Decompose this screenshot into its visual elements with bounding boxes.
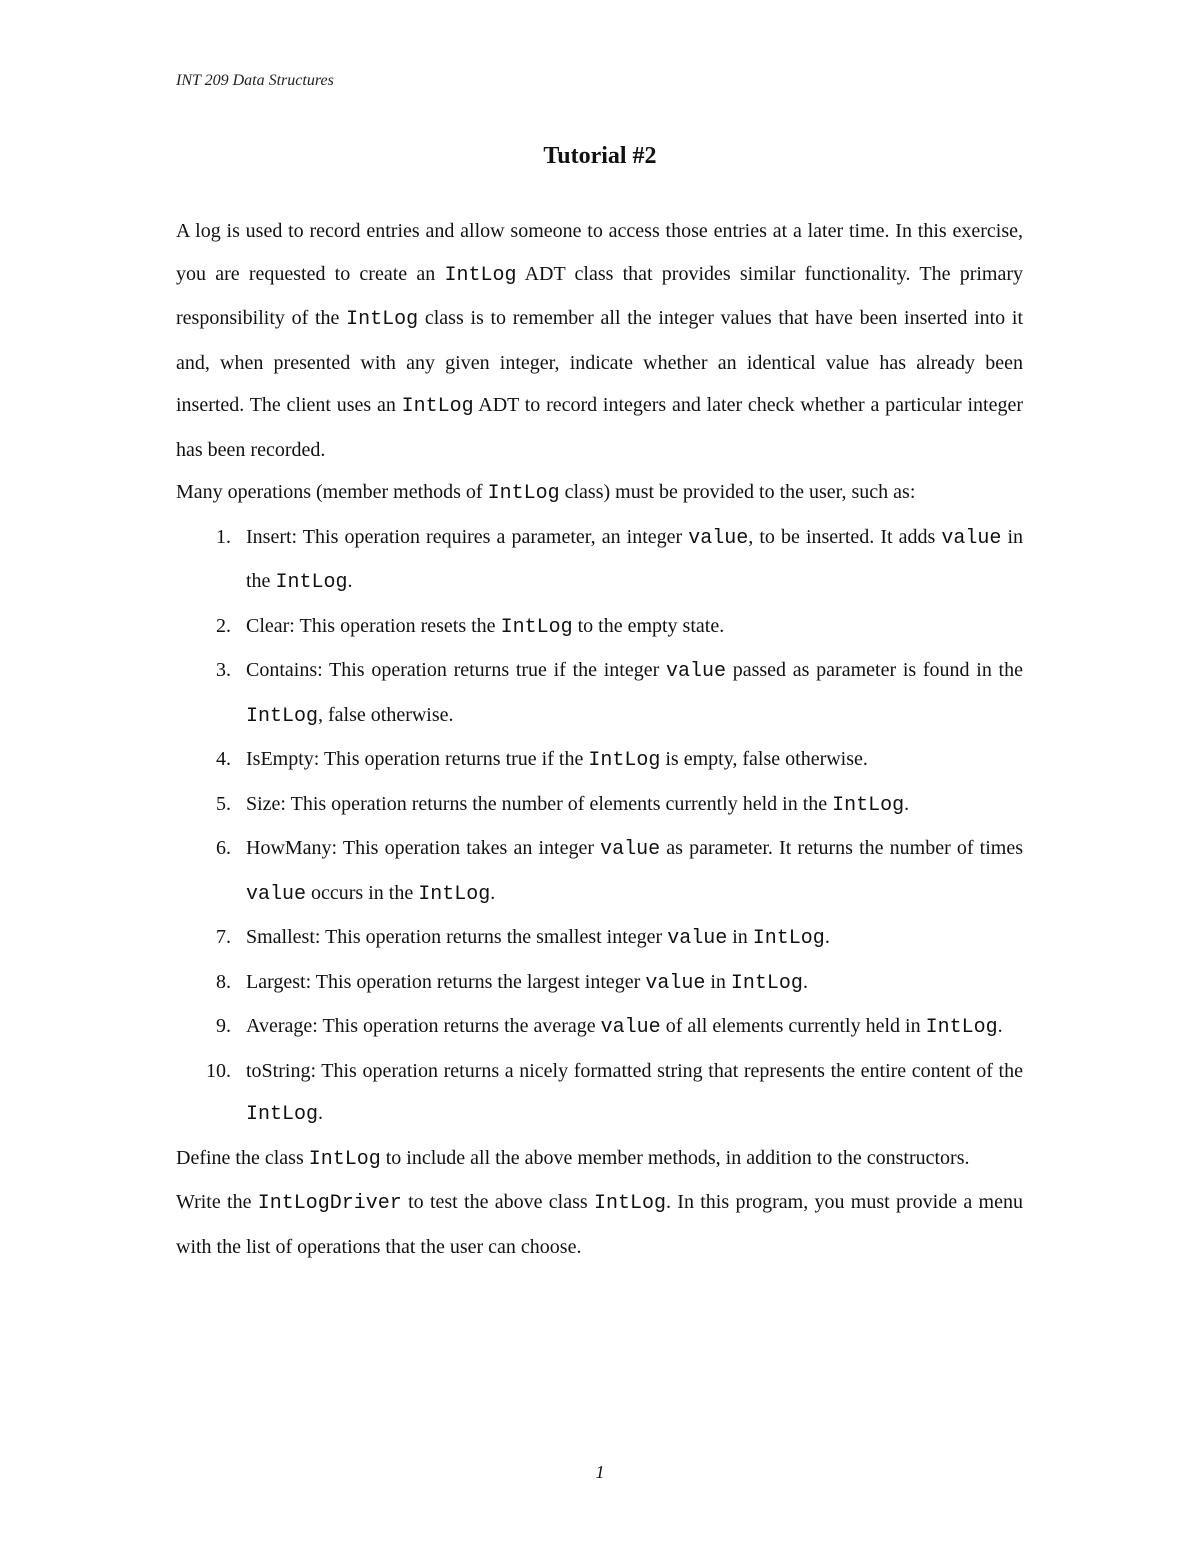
operation-number: 3. [216, 659, 231, 681]
write-text: to test the above class [401, 1191, 594, 1213]
code-term: IntLog [418, 882, 491, 906]
write-paragraph [176, 1181, 1023, 1268]
document-body [176, 210, 1023, 1268]
operation-text [246, 827, 1023, 916]
operation-text-run: , to be inserted. It adds [748, 525, 942, 548]
intro-text: class is to remember all the integer values that have been inserted into it and, when presented with any given integer, indicate whether an identical value has already been inserted. The client uses an [176, 307, 1024, 416]
operation-number: 7. [216, 926, 231, 948]
operation-text-run: Largest: This operation returns the largest integer [246, 970, 646, 993]
page-header: INT 209 Data Structures [176, 72, 334, 89]
operations-list [176, 516, 1023, 1137]
page-number: 1 [595, 1462, 605, 1482]
operation-number: 5. [216, 792, 231, 815]
operation-number: 8. [216, 970, 231, 993]
code-term: IntLog [500, 615, 573, 639]
operation-text [246, 649, 1023, 738]
ops-intro-text: class) must be provided to the user, such as: [559, 481, 916, 503]
operation-text-run: . [824, 926, 830, 948]
page-title: Tutorial #2 [543, 143, 657, 169]
operation-number: 4. [216, 748, 231, 770]
operation-item [176, 738, 1023, 783]
operation-item [176, 1005, 1023, 1050]
code-term: value [645, 971, 706, 995]
operation-text-run: HowMany: This operation takes an integer [246, 837, 601, 859]
code-term: IntLog [246, 704, 319, 728]
operation-text-run: in [727, 926, 753, 948]
code-term: IntLog [588, 749, 661, 772]
operation-item [176, 916, 1023, 961]
operation-text-run: to the empty state. [572, 614, 725, 637]
code-term: IntLog [487, 482, 560, 505]
operation-number: 6. [216, 837, 231, 859]
operation-item [176, 827, 1023, 916]
operation-text-run: Clear: This operation resets the [246, 614, 501, 637]
ops-intro-text: Many operations (member methods of [176, 481, 488, 503]
operation-item [176, 649, 1023, 738]
code-term: value [246, 882, 307, 906]
operation-text-run: in [705, 970, 731, 993]
operation-item [176, 961, 1023, 1006]
code-term: value [666, 660, 727, 683]
operation-text [246, 605, 1023, 650]
code-term: value [667, 927, 728, 950]
code-term: IntLog [346, 308, 419, 331]
operation-text-run: IsEmpty: This operation returns true if the [246, 748, 589, 770]
write-text: . In this program, you must provide a menu with the list of operations that the user can choose. [176, 1191, 1023, 1258]
code-term: IntLog [246, 1103, 319, 1126]
operation-text-run: toString: This operation returns a nicely formatted string that represents the entire content of the [246, 1059, 1023, 1082]
operation-text-run: occurs in the [306, 881, 419, 904]
code-term: IntLogDriver [257, 1192, 402, 1215]
intro-text: A log is used to record entries and allow someone to access those entries at a later time. In this exercise, you are requested to create an [176, 220, 1023, 285]
operation-item [176, 1050, 1023, 1137]
code-term: IntLog [925, 1016, 998, 1039]
operation-text [246, 516, 1023, 605]
operation-text-run: Contains: This operation returns true if the integer [246, 659, 666, 681]
operation-text-run: . [318, 1102, 324, 1124]
operation-number: 2. [216, 614, 231, 637]
code-term: IntLog [832, 793, 905, 817]
code-term: IntLog [308, 1147, 381, 1171]
operation-text-run: Average: This operation returns the average [246, 1015, 601, 1037]
operation-text-run: . [802, 970, 808, 993]
operation-text-run: Size: This operation returns the number of elements currently held in the [246, 792, 833, 815]
define-text: Define the class [176, 1146, 309, 1169]
operation-item [176, 783, 1023, 828]
define-text: to include all the above member methods, in addition to the constructors. [380, 1146, 970, 1169]
operation-item [176, 605, 1023, 650]
define-paragraph [176, 1137, 1023, 1182]
code-term: IntLog [401, 395, 474, 418]
code-term: IntLog [593, 1192, 666, 1215]
operation-text-run: . [347, 570, 353, 592]
operation-text [246, 1050, 1023, 1137]
intro-text: ADT class that provides similar functionality. The primary responsibility of the [176, 262, 1024, 329]
operation-number: 1. [216, 525, 231, 548]
code-term: value [600, 838, 661, 861]
operation-text-run: , false otherwise. [318, 703, 454, 726]
operation-text [246, 738, 1023, 783]
code-term: IntLog [730, 971, 803, 995]
code-term: IntLog [752, 927, 825, 950]
code-term: IntLog [444, 263, 517, 287]
operation-item [176, 516, 1023, 605]
operation-text-run: in the [246, 525, 1024, 592]
operation-text-run: . [904, 792, 910, 815]
operations-intro [176, 471, 1023, 516]
write-text: Write the [176, 1191, 258, 1213]
operation-text-run: passed as parameter is found in the [726, 659, 1023, 681]
operation-text-run: . [997, 1015, 1003, 1037]
intro-text: ADT to record integers and later check whether a particular integer has been recorded. [176, 394, 1023, 461]
operation-number: 9. [216, 1015, 231, 1037]
code-term: IntLog [275, 571, 348, 594]
operation-text-run: . [490, 881, 496, 904]
operation-text-run: is empty, false otherwise. [660, 748, 868, 770]
operation-text-run: of all elements currently held in [660, 1015, 926, 1037]
intro-paragraph [176, 210, 1023, 471]
operation-text [246, 1005, 1023, 1050]
operation-text [246, 961, 1023, 1006]
operation-text-run: Smallest: This operation returns the smallest integer [246, 926, 668, 948]
operation-text [246, 916, 1023, 961]
operation-text-run: Insert: This operation requires a parameter, an integer [246, 525, 689, 548]
code-term: value [600, 1016, 661, 1039]
operation-text [246, 783, 1023, 828]
operation-text-run: as parameter. It returns the number of times [660, 837, 1023, 859]
operation-number: 10. [206, 1059, 231, 1082]
code-term: value [941, 526, 1002, 550]
code-term: value [688, 526, 749, 550]
